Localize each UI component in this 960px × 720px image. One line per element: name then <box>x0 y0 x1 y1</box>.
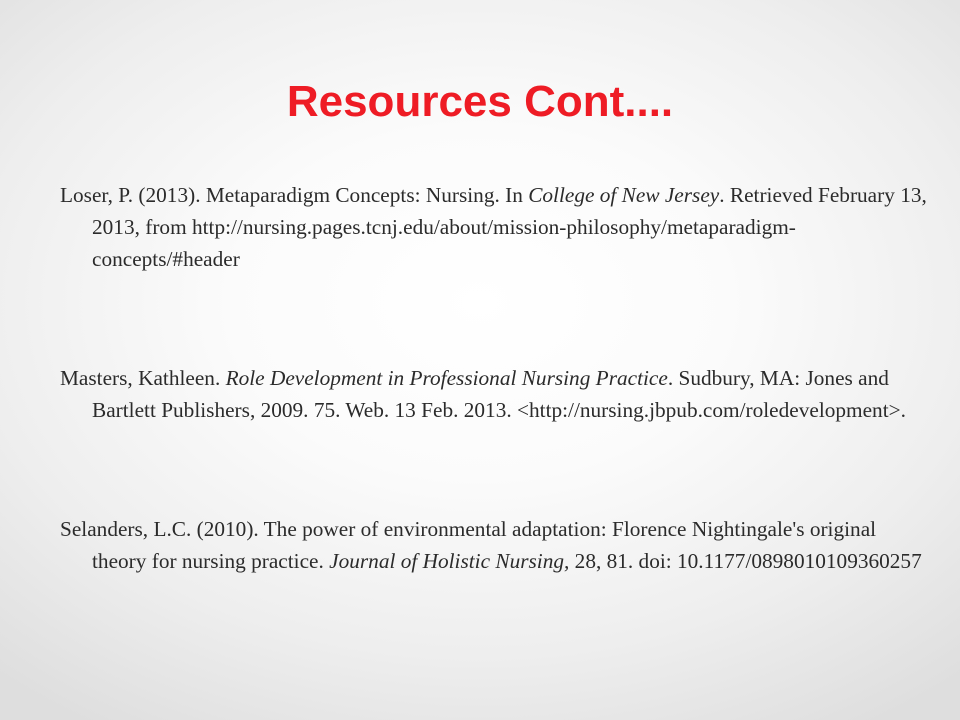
reference-text: Masters, Kathleen. <box>60 366 226 390</box>
reference-text: Loser, P. (2013). Metaparadigm Concepts: Nursing. In <box>60 183 529 207</box>
reference-list <box>60 179 930 664</box>
reference-text: . Retrieved February 13, 2013, from http://nursing.pages.tcnj.edu/about/mission-philosophy/metaparadigm-concepts/#header <box>92 183 927 271</box>
reference-text: 28, 81. doi: 10.1177/0898010109360257 <box>569 549 922 573</box>
reference-text: . Sudbury, MA: Jones and Bartlett Publishers, 2009. 75. Web. 13 Feb. 2013. <http://nursing.jbpub.com/roledevelopment>. <box>92 366 906 422</box>
reference-item-masters <box>60 362 930 426</box>
reference-source-title: Role Development in Professional Nursing Practice <box>225 366 668 390</box>
slide-title: Resources Cont.... <box>286 77 674 126</box>
reference-item-loser <box>60 179 930 275</box>
reference-item-selanders <box>60 513 930 577</box>
reference-source-title: College of New Jersey <box>528 183 720 207</box>
reference-source-title: Journal of Holistic Nursing, <box>329 549 570 573</box>
reference-text: Selanders, L.C. (2010). The power of environmental adaptation: Florence Nightingale's original theory for nursing practice. <box>60 517 877 573</box>
